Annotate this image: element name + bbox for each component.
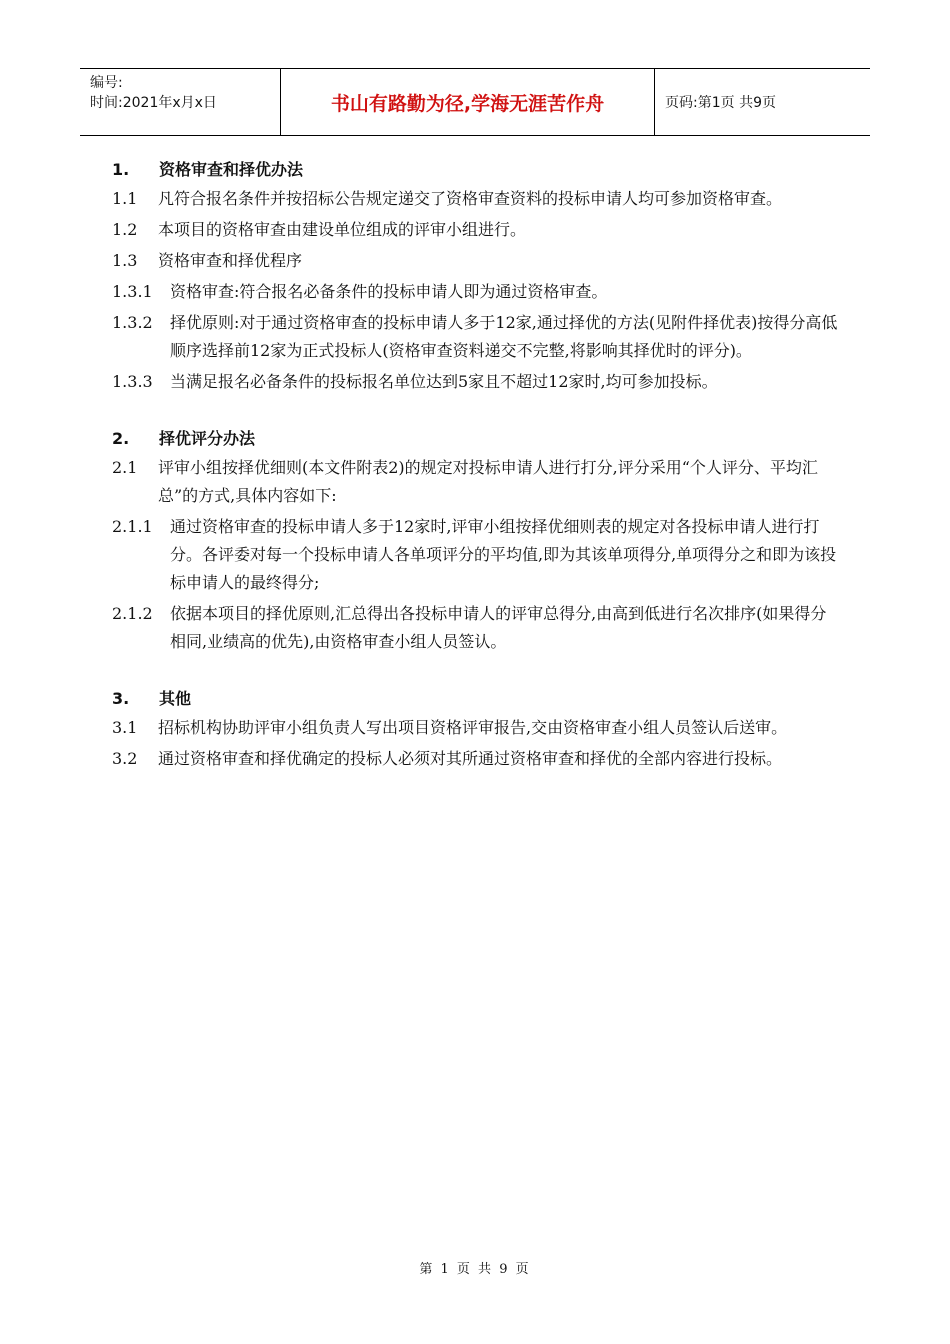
section-title: 择优评分办法: [159, 429, 256, 448]
clause-number: 1.3: [112, 251, 138, 270]
clause-number: 1.3.1: [112, 282, 153, 301]
clause: [112, 600, 842, 656]
clause-text: 评审小组按择优细则(本文件附表2)的规定对投标申请人进行打分,评分采用“个人评分、平均汇总”的方式,具体内容如下:: [158, 458, 818, 505]
clause: [112, 278, 842, 306]
header-page-info: 页码:第1页 共9页: [665, 95, 776, 111]
clause-number: 3.2: [112, 749, 138, 768]
clause-number: 2.1.1: [112, 517, 153, 536]
section-1: [112, 155, 842, 396]
clause-number: 1.2: [112, 220, 138, 239]
section-title: 资格审查和择优办法: [159, 160, 304, 179]
clause: [112, 247, 842, 275]
clause: [112, 714, 842, 742]
clause: [112, 309, 842, 365]
section-heading: [112, 684, 842, 714]
footer-page-number: 第 1 页 共 9 页: [419, 1262, 531, 1277]
clause-text: 通过资格审查的投标申请人多于12家时,评审小组按择优细则表的规定对各投标申请人进行打分。各评委对每一个投标申请人各单项评分的平均值,即为其该单项得分,单项得分之和即为该投标申请人的最终得分;: [170, 517, 837, 592]
clause-number: 1.3.3: [112, 372, 153, 391]
clause-number: 3.1: [112, 718, 138, 737]
clause-text: 依据本项目的择优原则,汇总得出各投标申请人的评审总得分,由高到低进行名次排序(如果得分相同,业绩高的优先),由资格审查小组人员签认。: [170, 604, 827, 651]
section-2: [112, 424, 842, 656]
clause-number: 1.3.2: [112, 313, 153, 332]
clause: [112, 745, 842, 773]
section-3: [112, 684, 842, 773]
clause: [112, 185, 842, 213]
section-number: 1.: [112, 160, 130, 179]
section-heading: [112, 424, 842, 454]
clause-number: 2.1: [112, 458, 138, 477]
clause-text: 招标机构协助评审小组负责人写出项目资格评审报告,交由资格审查小组人员签认后送审。: [158, 718, 788, 737]
document-body: [112, 155, 842, 801]
header-motto: 书山有路勤为径,学海无涯苦作舟: [281, 69, 655, 135]
time-label: 时间:2021年x月x日: [90, 95, 217, 111]
header-meta: [80, 69, 281, 135]
clause: [112, 454, 842, 510]
clause-text: 择优原则:对于通过资格审查的投标申请人多于12家,通过择优的方法(见附件择优表)按得分高低顺序选择前12家为正式投标人(资格审查资料递交不完整,将影响其择优时的评分)。: [170, 313, 838, 360]
clause: [112, 513, 842, 597]
clause: [112, 216, 842, 244]
clause-number: 1.1: [112, 189, 138, 208]
clause-text: 通过资格审查和择优确定的投标人必须对其所通过资格审查和择优的全部内容进行投标。: [158, 749, 783, 768]
clause-text: 资格审查:符合报名必备条件的投标申请人即为通过资格审查。: [170, 282, 608, 301]
document-header: [80, 68, 870, 136]
section-number: 3.: [112, 689, 130, 708]
clause-text: 本项目的资格审查由建设单位组成的评审小组进行。: [158, 220, 527, 239]
clause: [112, 368, 842, 396]
clause-text: 资格审查和择优程序: [158, 251, 303, 270]
code-label: 编号:: [90, 75, 123, 91]
section-heading: [112, 155, 842, 185]
clause-text: 当满足报名必备条件的投标报名单位达到5家且不超过12家时,均可参加投标。: [170, 372, 718, 391]
section-title: 其他: [159, 689, 192, 708]
section-number: 2.: [112, 429, 130, 448]
clause-number: 2.1.2: [112, 604, 153, 623]
page-footer: [0, 1258, 950, 1277]
clause-text: 凡符合报名条件并按招标公告规定递交了资格审查资料的投标申请人均可参加资格审查。: [158, 189, 783, 208]
